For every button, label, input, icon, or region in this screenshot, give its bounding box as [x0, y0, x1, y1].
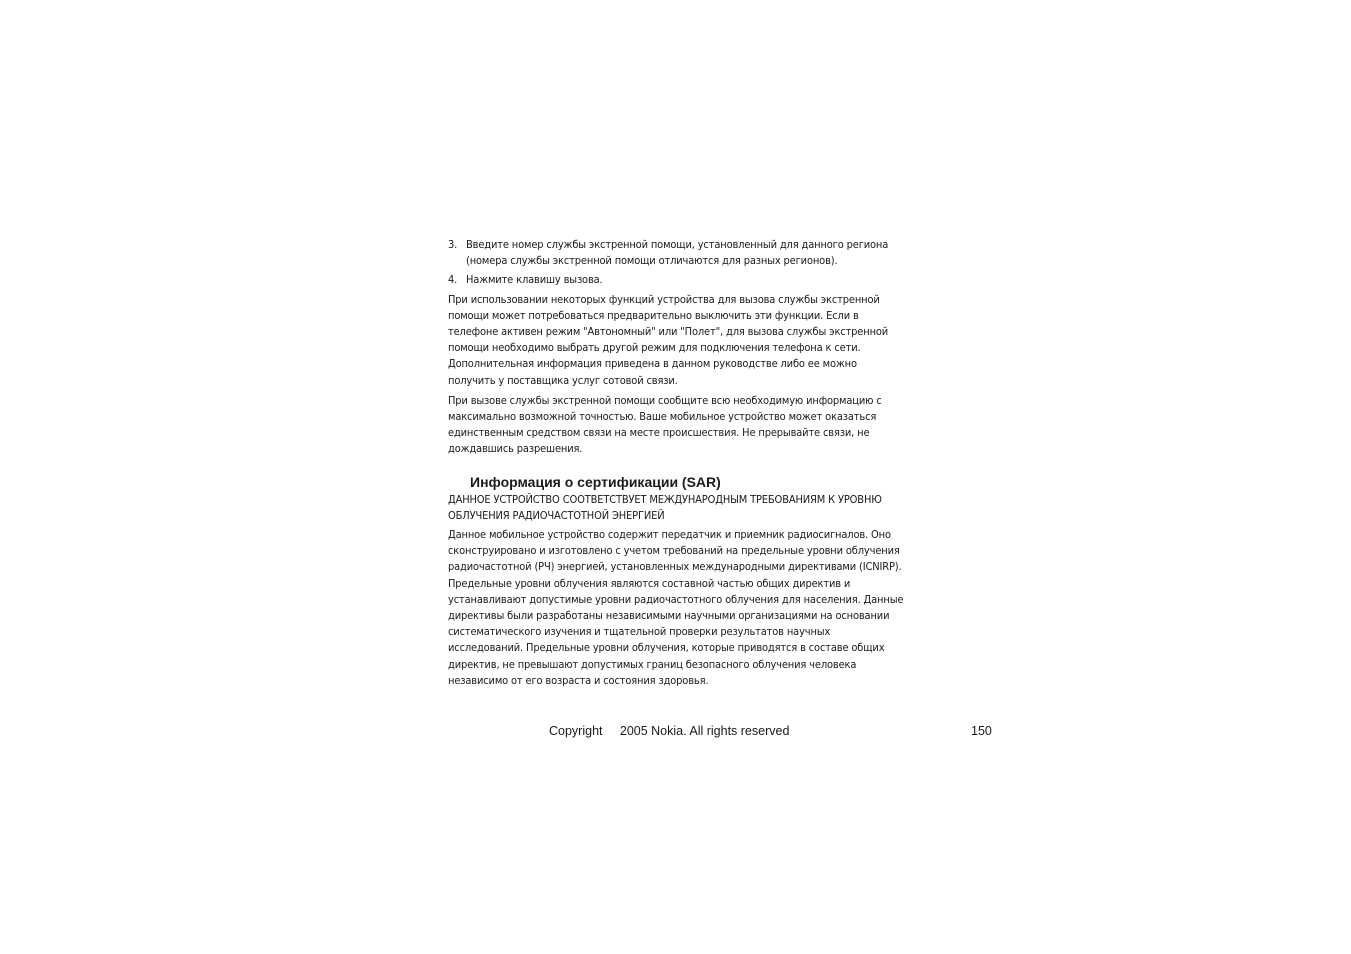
page-content: [448, 237, 904, 693]
section-body: Данное мобильное устройство содержит передатчик и приемник радиосигналов. Оно сконструировано и изготовлено с учетом требований на предельные уровни облучения радиочастотной (РЧ) энергией, установленных международными директивами (ICNIRP). Предельные уровни облучения являются составной частью общих директив и устанавливают допустимые уровни радиочастотного облучения для населения. Данные директивы были разработаны независимыми научными организациями на основании систематического изучения и тщательной проверки результатов научных исследований. Предельные уровни облучения, которые приводятся в составе общих директив, не превышают допустимых границ безопасного облучения человека независимо от его возраста и состояния здоровья.: [448, 528, 904, 687]
paragraph-emergency-info: При вызове службы экстренной помощи сообщите всю необходимую информацию с максимально возможной точностью. Ваше мобильное устройство может оказаться единственным средством связи на месте происшествия. Не прерывайте связи, не дождавшись разрешения.: [448, 393, 882, 456]
step-text: Нажмите клавишу вызова.: [466, 273, 603, 287]
step-4: [448, 272, 904, 288]
section-title: Информация о сертификации (SAR): [470, 473, 721, 490]
section-caps-line: ДАННОЕ УСТРОЙСТВО СООТВЕТСТВУЕТ МЕЖДУНАРОДНЫМ ТРЕБОВАНИЯМ К УРОВНЮ ОБЛУЧЕНИЯ РАДИОЧАСТОТНОЙ ЭНЕРГИЕЙ: [448, 492, 882, 522]
step-3: [448, 237, 904, 269]
step-number: 4.: [448, 273, 458, 287]
step-number: 3.: [448, 238, 458, 251]
footer-copyright: Copyright 2005 Nokia. All rights reserved: [549, 724, 790, 738]
page-number: 150: [971, 724, 992, 738]
paragraph-emergency-modes: При использовании некоторых функций устройства для вызова службы экстренной помощи может потребоваться предварительно выключить эти функции. Если в телефоне активен режим "Автономный" или "Полет", для вызова службы экстренной помощи необходимо выбрать другой режим для подключения телефона к сети. Дополнительная информация приведена в данном руководстве либо ее можно получить у поставщика услуг сотовой связи.: [448, 292, 889, 387]
step-text: Введите номер службы экстренной помощи, установленный для данного региона (номера службы экстренной помощи отличаются для разных регионов).: [466, 238, 889, 268]
